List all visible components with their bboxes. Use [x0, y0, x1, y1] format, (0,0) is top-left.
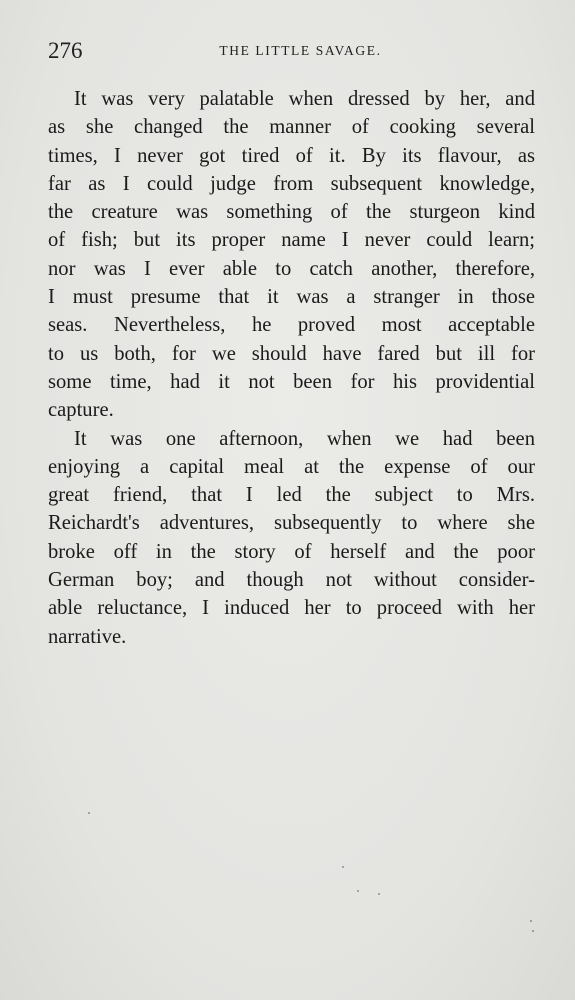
paper-speck — [342, 866, 344, 868]
text-line: narrative. — [48, 625, 127, 648]
paper-speck — [378, 893, 380, 895]
text-line: capture. — [48, 399, 114, 422]
paper-speck — [88, 812, 90, 814]
text-line: German boy; and though not without consider- — [48, 569, 535, 592]
text-line: as she changed the manner of cooking several — [48, 116, 535, 139]
text-line: Reichardt's adventures, subsequently to where she — [48, 512, 535, 535]
text-line: great friend, that I led the subject to Mrs. — [48, 484, 535, 507]
text-line: I must presume that it was a stranger in those — [48, 286, 535, 309]
page-number: 276 — [48, 38, 83, 63]
text-line: enjoying a capital meal at the expense of our — [48, 455, 535, 478]
text-line: able reluctance, I induced her to proceed with her — [48, 597, 535, 620]
body-text — [48, 85, 535, 651]
text-line: nor was I ever able to catch another, therefore, — [48, 257, 535, 280]
paragraph — [48, 425, 535, 651]
paper-speck — [532, 930, 534, 932]
text-line: seas. Nevertheless, he proved most acceptable — [48, 314, 535, 337]
text-line: It was very palatable when dressed by her, and — [74, 88, 535, 110]
text-line: to us both, for we should have fared but ill for — [48, 342, 535, 365]
text-line: of fish; but its proper name I never could learn; — [48, 229, 535, 252]
paragraph — [48, 85, 535, 425]
text-line: the creature was something of the sturgeon kind — [48, 201, 535, 224]
text-line: times, I never got tired of it. By its flavour, as — [48, 144, 535, 167]
text-line: It was one afternoon, when we had been — [74, 427, 535, 450]
paper-speck — [357, 890, 359, 892]
page-header — [48, 36, 533, 66]
paper-speck — [530, 920, 532, 922]
running-head: THE LITTLE SAVAGE. — [219, 43, 382, 58]
text-line: some time, had it not been for his providential — [48, 370, 535, 393]
text-line: far as I could judge from subsequent knowledge, — [48, 172, 535, 195]
text-line: broke off in the story of herself and the poor — [48, 540, 535, 563]
